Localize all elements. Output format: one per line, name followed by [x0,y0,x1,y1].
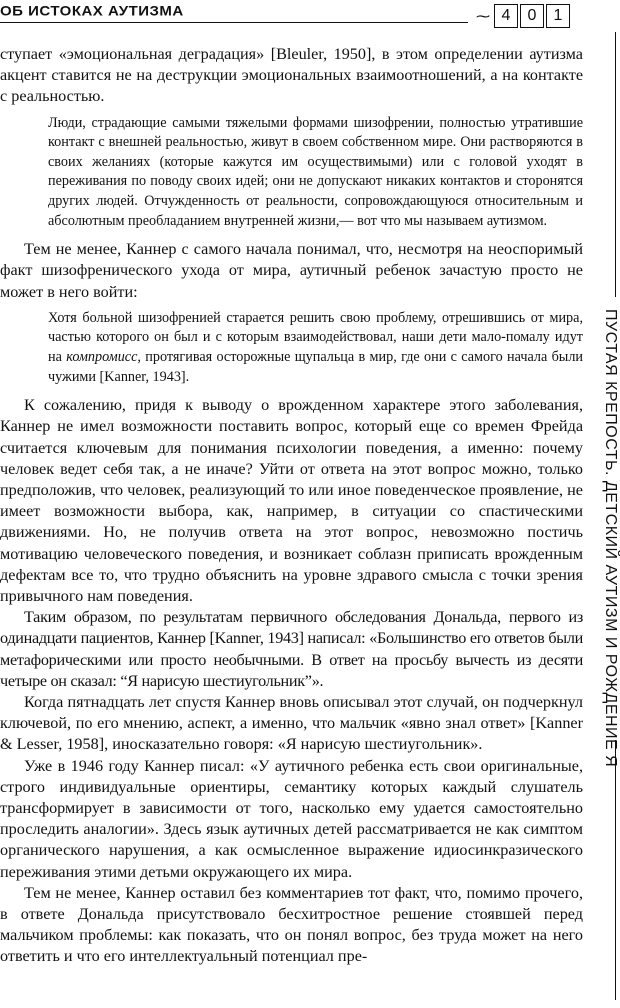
page-number [476,4,570,28]
quote-kanner-start: Хотя больной шизофренией старается решить свою проблему, отрешившись от мира, частью которого он был и с которым взаимодействовал, наши дети мало-помалу идут на [48,309,583,365]
paragraph-6: Уже в 1946 году Каннер писал: «У аутичного ребенка есть свои оригинальные, строго индивидуальные ориентиры, семантику которых каждый слушатель трансформирует в зависимости от того, насколько ему удается самостоятельно проследить аналогии». Здесь язык аутичных детей рассматривается не как симптом органического нарушения, а как осмысленное выражение идиосинкразического переживания этими детьми окружающего их мира. [0,756,583,881]
running-head: ОБ ИСТОКАХ АУТИЗМА [0,3,184,20]
page-digit-3: 1 [546,4,570,28]
page-digit-1: 4 [494,4,518,28]
paragraph-5: Когда пятнадцать лет спустя Каннер вновь описывал этот случай, он подчеркнул ключевой, по его мнению, аспект, а именно, что мальчик «явно знал ответ» [Kanner & Lesser, 1958], иносказательно говоря: «Я нарисую шестиугольник». [0,693,583,754]
paragraph-4: Таким образом, по результатам первичного обследования Дональда, первого из одинадцати пациентов, Каннер [Kanner, 1943] написал: «Большинство его ответов были метафорическими или просто необычными. В ответ на просьбу вычесть из десяти четыре он сказал: “Я нарисую шестиугольник”». [0,608,583,690]
quote-kanner-emphasis: компромисс [66,348,138,365]
side-rule-bottom [615,740,616,1000]
page-digit-2: 0 [520,4,544,28]
quote-kanner [0,309,583,387]
header-rule [0,22,468,23]
ornament-icon: ⁓ [476,7,490,24]
paragraph-1: ступает «эмоциональная деградация» [Bleuler, 1950], в этом определении аутизма акцент ставится не на деструкции эмоциональных взаимоотношений, а на контакте с реальностью. [0,45,583,106]
quote-kanner-end: , протягивая осторожные щупальца в мир, где они с самого начала были чужими [Kanner, 1943]. [48,348,583,385]
body-text [0,44,583,968]
paragraph-3: К сожалению, придя к выводу о врожденном характере этого заболевания, Каннер не имел возможности поставить вопрос, который еще со времен Фрейда считается ключевым для понимания психологии поведения, а именно: почему человек ведет себя так, а не иначе? Уйти от ответа на этот вопрос можно, только предположив, что человек, реализующий то или иное поведенческое проявление, не имеет возможности выбора, как, например, в ситуации со спастическими движениями. Но, не получив ответа на этот вопрос, невозможно постичь мотивацию человеческого поведения, и возникает соблазн приписать врожденным дефектам все то, что трудно объяснить на уровне здравого смысла с точки зрения привычного нам поведения. [0,396,583,605]
quote-bleuler: Люди, страдающие самыми тяжелыми формами шизофрении, полностью утратившие контакт с внешней реальностью, живут в своем собственном мире. Они растворяются в своих желаниях (которые кажутся им осуществимыми) или с головой уходят в переживания по поводу своих идей; они не допускают никаких контактов и сторонятся других людей. Отчужденность от реальности, сопровождающуюся относительным и абсолютным преобладанием внутренней жизни,— вот что мы называем аутизмом. [48,114,583,229]
side-book-title: ПУСТАЯ КРЕПОСТЬ. ДЕТСКИЙ АУТИЗМ И РОЖДЕНИЕ Я [602,309,619,768]
paragraph-7: Тем не менее, Каннер оставил без комментариев тот факт, что, помимо прочего, в ответе Дональда присутствовало бесхитростное решение стоявшей перед мальчиком проблемы: как показать, что он понял вопрос, без труда может на него ответить и что его интеллектуальный потенциал пре- [0,883,583,966]
paragraph-2: Тем не менее, Каннер с самого начала понимал, что, несмотря на неоспоримый факт шизофренического ухода от мира, аутичный ребенок зачастую просто не может в него войти: [0,240,583,301]
side-rule-top [615,32,616,297]
